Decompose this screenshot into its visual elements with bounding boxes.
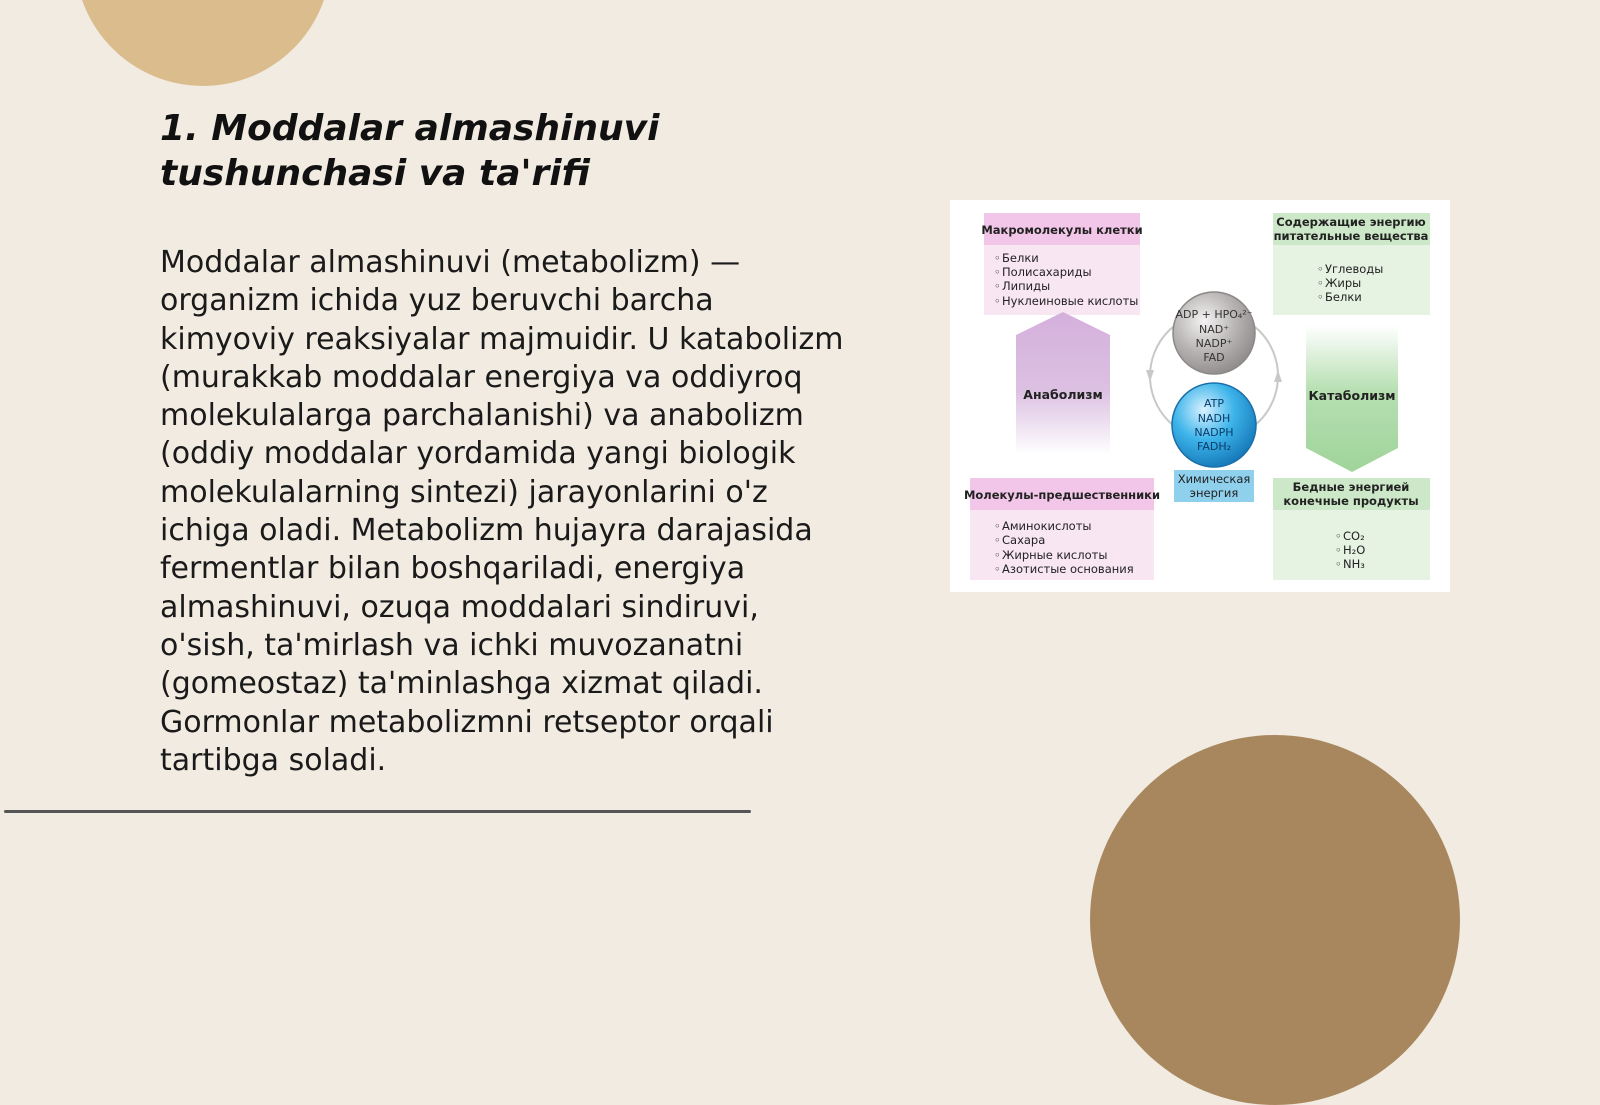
- metabolism-diagram-svg: [950, 200, 1450, 592]
- high-energy-carriers-circle: [1172, 383, 1256, 467]
- nutrient-item: Углеводы: [1325, 262, 1384, 276]
- end-product-bullet-2: ◦: [1335, 543, 1342, 557]
- macromolecule-bullet-4: ◦: [994, 294, 1001, 308]
- nutrients-group: [1273, 213, 1430, 315]
- low-energy-carrier: NADP⁺: [1195, 337, 1233, 350]
- cycle-arrow-right-icon: [1274, 370, 1282, 382]
- nutrients-header-line2: питательные вещества: [1273, 229, 1429, 243]
- low-energy-carrier: FAD: [1203, 351, 1225, 364]
- nutrient-bullet-2: ◦: [1317, 276, 1324, 290]
- end-products-header-line2: конечные продукты: [1283, 494, 1419, 508]
- nutrient-bullet-1: ◦: [1317, 262, 1324, 276]
- macromolecule-bullet-2: ◦: [994, 265, 1001, 279]
- energy-cycle: [1146, 292, 1282, 502]
- divider-line: [4, 810, 751, 813]
- macromolecule-item: Белки: [1002, 251, 1039, 265]
- macromolecules-group: [981, 213, 1142, 315]
- end-product-item: H₂O: [1343, 543, 1366, 557]
- precursors-header: Молекулы-предшественники: [963, 488, 1161, 502]
- macromolecule-item: Нуклеиновые кислоты: [1002, 294, 1139, 308]
- low-energy-carrier: ADP + HPO₄²⁻: [1175, 308, 1253, 321]
- slide-body-text: Moddalar almashinuvi (metabolizm) — organizm ichida yuz beruvchi barcha kimyoviy reaksiyalar majmuidir. U katabolizm (murakkab moddalar energiya va oddiyroq molekulalarga parchalanishi) va anabolizm (oddiy moddalar yordamida yangi biologik molekulalarning sintezi) jarayonlarini o'z ichiga oladi. Metabolizm hujayra darajasida fermentlar bilan boshqariladi, energiya almashinuvi, ozuqa moddalari sindiruvi, o'sish, ta'mirlash va ichki muvozanatni (gomeostaz) ta'minlashga xizmat qiladi. Gormonlar metabolizmni retseptor orqali tartibga soladi.: [160, 245, 844, 778]
- catabolism-arrow: [1306, 325, 1398, 472]
- precursor-bullet-1: ◦: [994, 519, 1001, 533]
- high-energy-carrier: NADH: [1197, 412, 1231, 425]
- anabolism-arrow: [1016, 312, 1110, 455]
- precursor-item: Сахара: [1002, 533, 1046, 547]
- slide-title: 1. Moddalar almashinuvi tushunchasi va ta'rifi: [160, 108, 660, 194]
- high-energy-carrier: NADPH: [1194, 426, 1234, 439]
- precursor-item: Жирные кислоты: [1002, 548, 1108, 562]
- end-product-bullet-3: ◦: [1335, 557, 1342, 571]
- nutrients-header-line1: Содержащие энергию: [1276, 215, 1426, 229]
- high-energy-carrier: ATP: [1203, 397, 1225, 410]
- low-energy-carrier: NAD⁺: [1198, 323, 1230, 336]
- catabolism-label: Катаболизм: [1308, 388, 1396, 403]
- end-products-group: [1273, 478, 1430, 580]
- macromolecule-item: Липиды: [1002, 279, 1051, 293]
- anabolism-arrow-shape: [1016, 312, 1110, 455]
- cycle-arrow-left-icon: [1146, 370, 1154, 382]
- anabolism-label: Анаболизм: [1023, 387, 1103, 402]
- chemical-energy-line2: энергия: [1189, 486, 1239, 500]
- decorative-circle-bottom: [1090, 735, 1460, 1105]
- nutrient-item: Жиры: [1325, 276, 1362, 290]
- macromolecule-item: Полисахариды: [1002, 265, 1092, 279]
- metabolism-diagram: [950, 200, 1450, 592]
- nutrient-bullet-3: ◦: [1317, 290, 1324, 304]
- end-product-item: NH₃: [1343, 557, 1365, 571]
- precursors-group: [964, 478, 1160, 580]
- high-energy-carrier: FADH₂: [1197, 440, 1231, 453]
- end-product-bullet-1: ◦: [1335, 529, 1342, 543]
- end-products-header-line1: Бедные энергией: [1292, 480, 1410, 494]
- precursor-item: Азотистые основания: [1002, 562, 1134, 576]
- end-product-item: CO₂: [1343, 529, 1365, 543]
- nutrient-item: Белки: [1325, 290, 1362, 304]
- chemical-energy-line1: Химическая: [1177, 472, 1251, 486]
- precursor-bullet-4: ◦: [994, 562, 1001, 576]
- precursor-bullet-2: ◦: [994, 533, 1001, 547]
- decorative-circle-top: [75, 0, 331, 86]
- macromolecule-bullet-1: ◦: [994, 251, 1001, 265]
- macromolecule-bullet-3: ◦: [994, 279, 1001, 293]
- precursor-bullet-3: ◦: [994, 548, 1001, 562]
- macromolecules-header: Макромолекулы клетки: [981, 223, 1143, 237]
- precursor-item: Аминокислоты: [1002, 519, 1092, 533]
